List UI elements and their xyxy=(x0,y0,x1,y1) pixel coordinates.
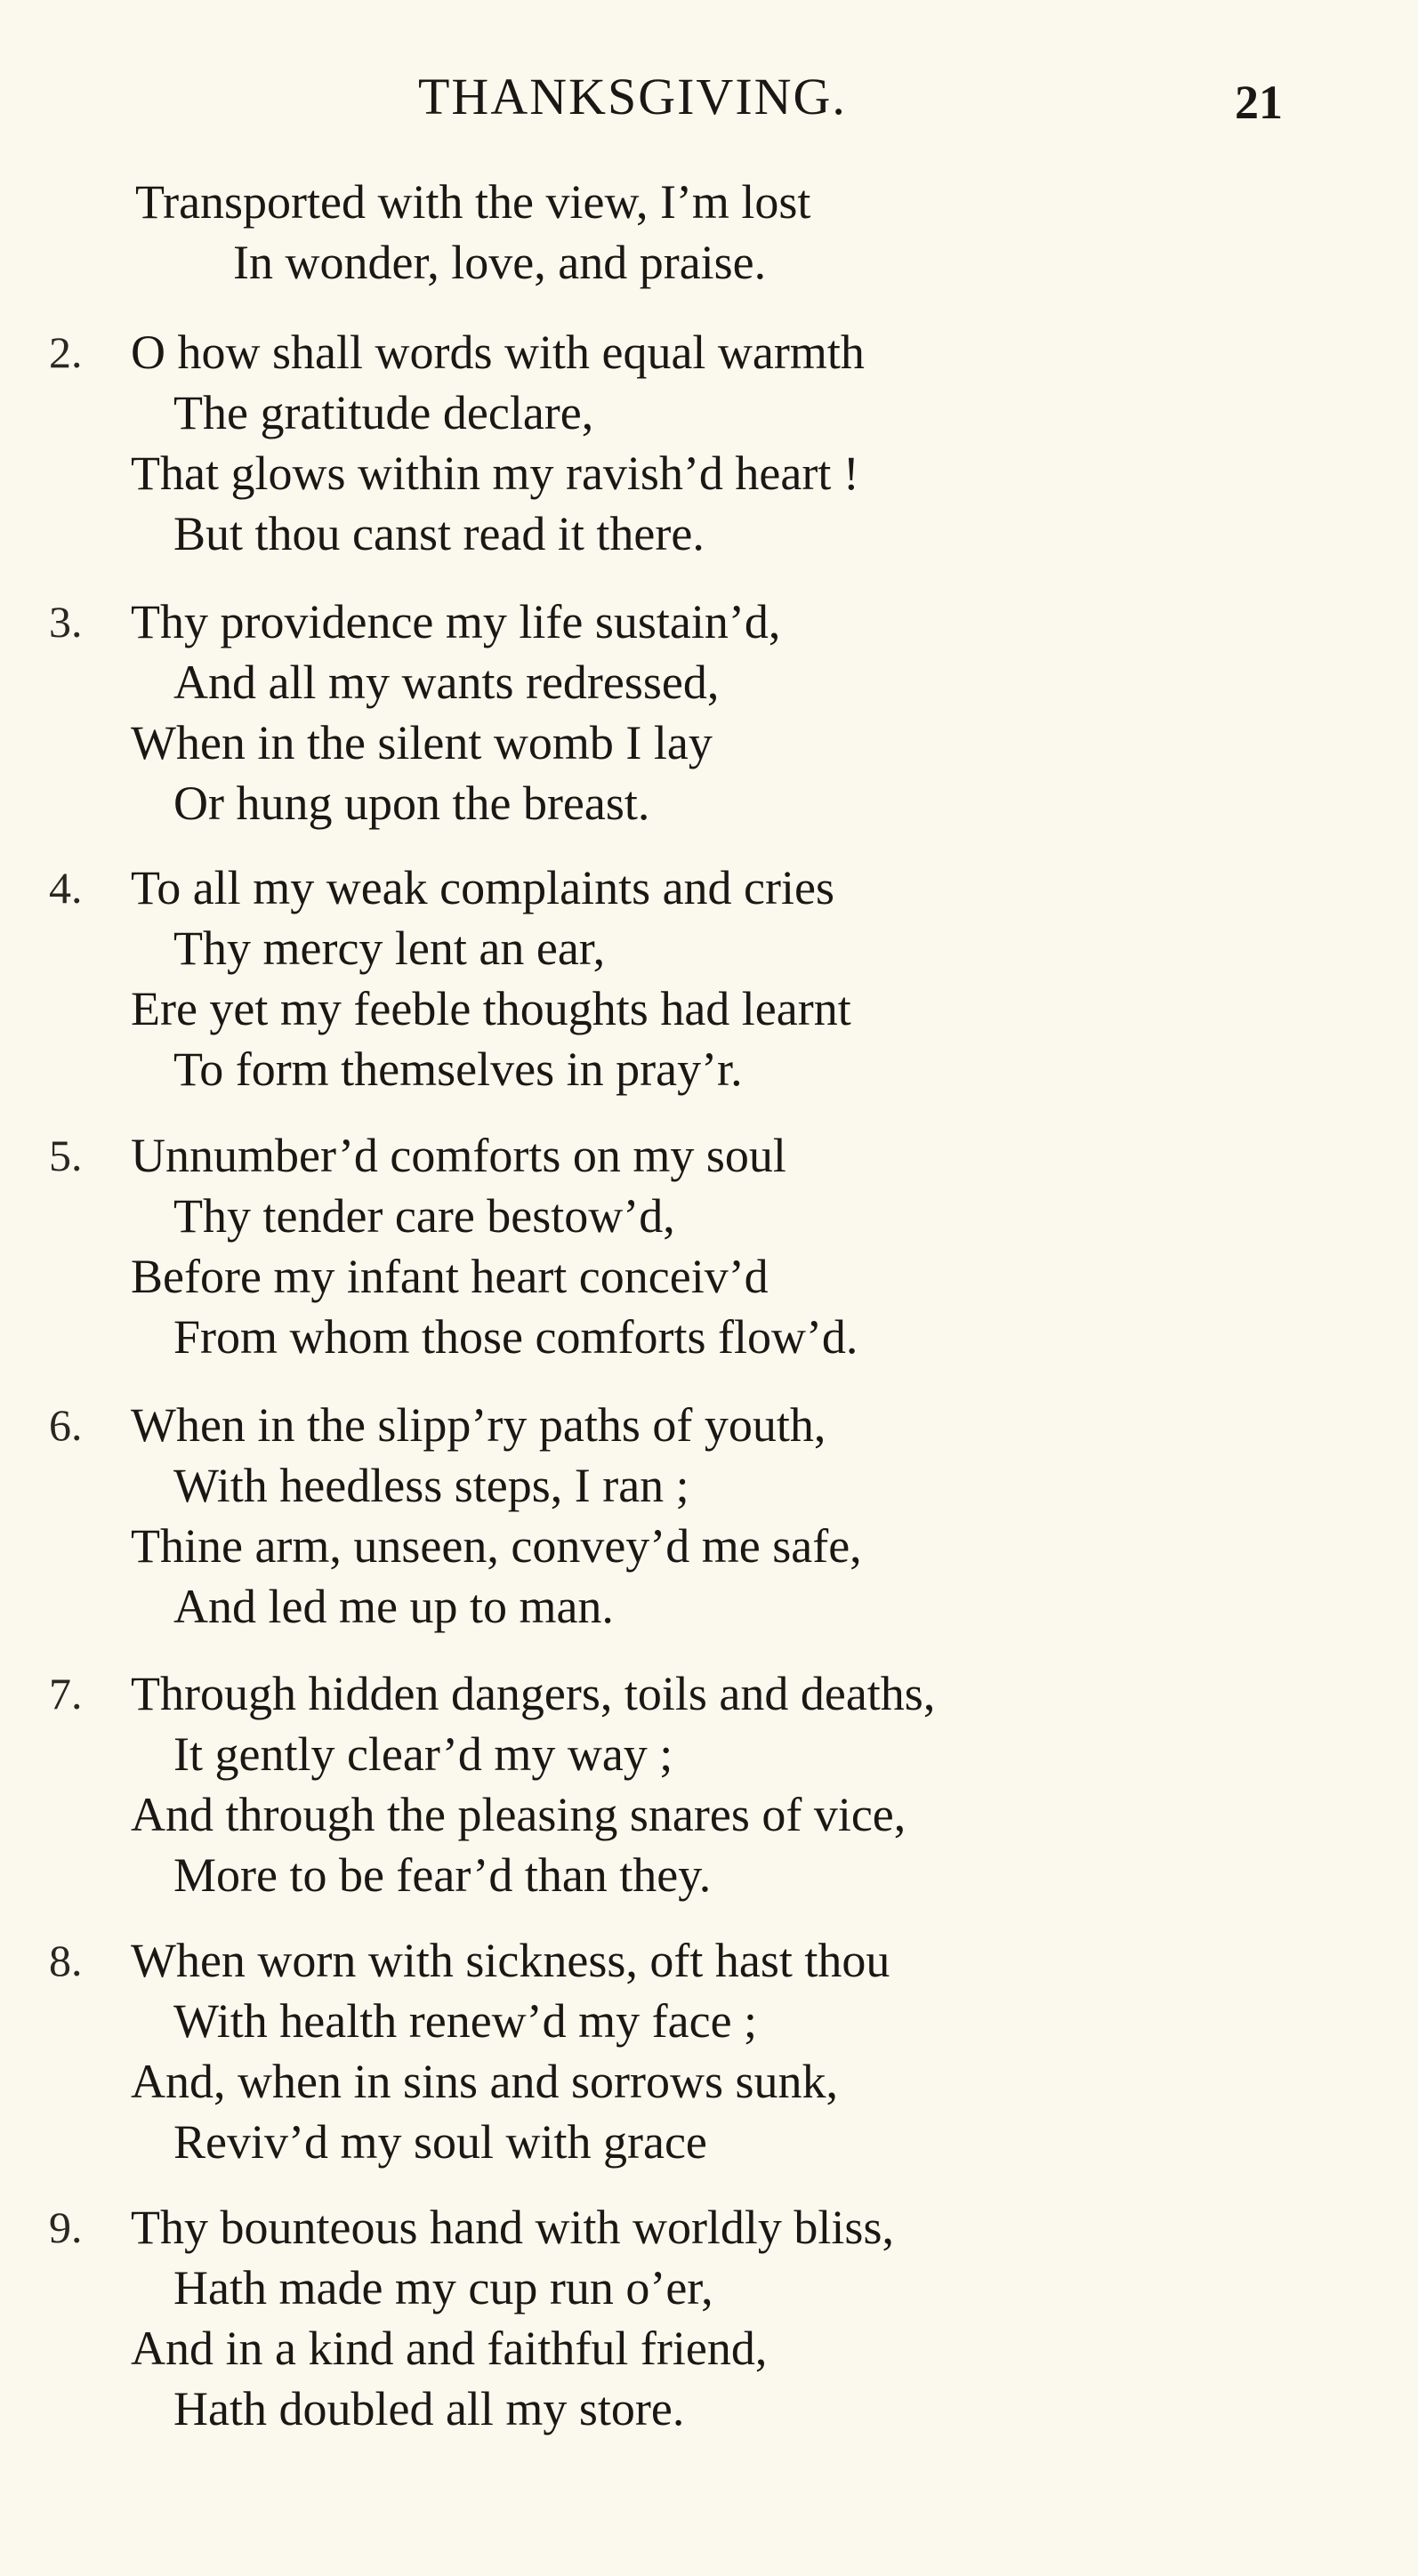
stanza-8 xyxy=(49,1930,1312,2172)
verse-line: Thy mercy lent an ear, xyxy=(173,922,606,975)
verse-line: And all my wants redressed, xyxy=(173,656,720,709)
verse-line: Or hung upon the breast. xyxy=(173,777,650,830)
verse-line: Reviv’d my soul with grace xyxy=(173,2115,707,2169)
stanza-3 xyxy=(49,592,1312,833)
running-title: THANKSGIVING. xyxy=(418,68,847,125)
stanza-number: 4. xyxy=(49,863,83,913)
verse-line: It gently clear’d my way ; xyxy=(173,1727,673,1781)
stanza-number: 8. xyxy=(49,1936,83,1985)
verse-line: When worn with sickness, oft hast thou xyxy=(131,1934,890,1987)
verse-line: Thine arm, unseen, convey’d me safe, xyxy=(131,1519,862,1573)
verse-line: Before my infant heart conceiv’d xyxy=(131,1250,769,1303)
verse-line: But thou canst read it there. xyxy=(173,507,705,560)
verse-line: Hath doubled all my store. xyxy=(173,2382,685,2435)
verse-line: Thy providence my life sustain’d, xyxy=(131,595,781,648)
stanza-number: 9. xyxy=(49,2202,83,2252)
stanza-9 xyxy=(49,2197,1312,2439)
verse-line: More to be fear’d than they. xyxy=(173,1848,712,1902)
verse-line: In wonder, love, and praise. xyxy=(233,236,767,289)
stanza-6 xyxy=(49,1395,1312,1637)
verse-line: With health renew’d my face ; xyxy=(173,1994,758,2048)
verse-line: Thy tender care bestow’d, xyxy=(173,1189,675,1243)
verse-line: The gratitude declare, xyxy=(173,386,594,439)
stanza-5 xyxy=(49,1125,1312,1367)
continued-stanza xyxy=(125,172,1281,293)
verse-line: Thy bounteous hand with worldly bliss, xyxy=(131,2201,894,2254)
verse-line: And through the pleasing snares of vice, xyxy=(131,1788,906,1841)
verse-line: And led me up to man. xyxy=(173,1580,614,1633)
stanza-7 xyxy=(49,1663,1312,1905)
verse-line: With heedless steps, I ran ; xyxy=(173,1459,689,1512)
verse-line: Transported with the view, I’m lost xyxy=(135,175,811,229)
verse-line: When in the slipp’ry paths of youth, xyxy=(131,1398,826,1452)
verse-line: When in the silent womb I lay xyxy=(131,716,713,769)
verse-line: To form themselves in pray’r. xyxy=(173,1042,743,1096)
stanza-4 xyxy=(49,857,1312,1099)
verse-line: From whom those comforts flow’d. xyxy=(173,1310,858,1364)
stanza-number: 7. xyxy=(49,1669,83,1719)
verse-line: That glows within my ravish’d heart ! xyxy=(131,447,859,500)
page-number: 21 xyxy=(1235,76,1283,129)
verse-line: To all my weak complaints and cries xyxy=(131,861,834,914)
stanza-2 xyxy=(49,322,1312,564)
stanza-number: 6. xyxy=(49,1400,83,1450)
stanza-number: 2. xyxy=(49,327,83,377)
verse-line: Through hidden dangers, toils and deaths, xyxy=(131,1667,936,1720)
verse-line: And in a kind and faithful friend, xyxy=(131,2322,768,2375)
verse-line: Ere yet my feeble thoughts had learnt xyxy=(131,982,851,1035)
stanza-number: 5. xyxy=(49,1131,83,1180)
verse-line: Unnumber’d comforts on my soul xyxy=(131,1129,786,1182)
verse-line: O how shall words with equal warmth xyxy=(131,326,865,379)
verse-line: And, when in sins and sorrows sunk, xyxy=(131,2055,838,2108)
stanza-number: 3. xyxy=(49,597,83,647)
verse-line: Hath made my cup run o’er, xyxy=(173,2261,713,2314)
